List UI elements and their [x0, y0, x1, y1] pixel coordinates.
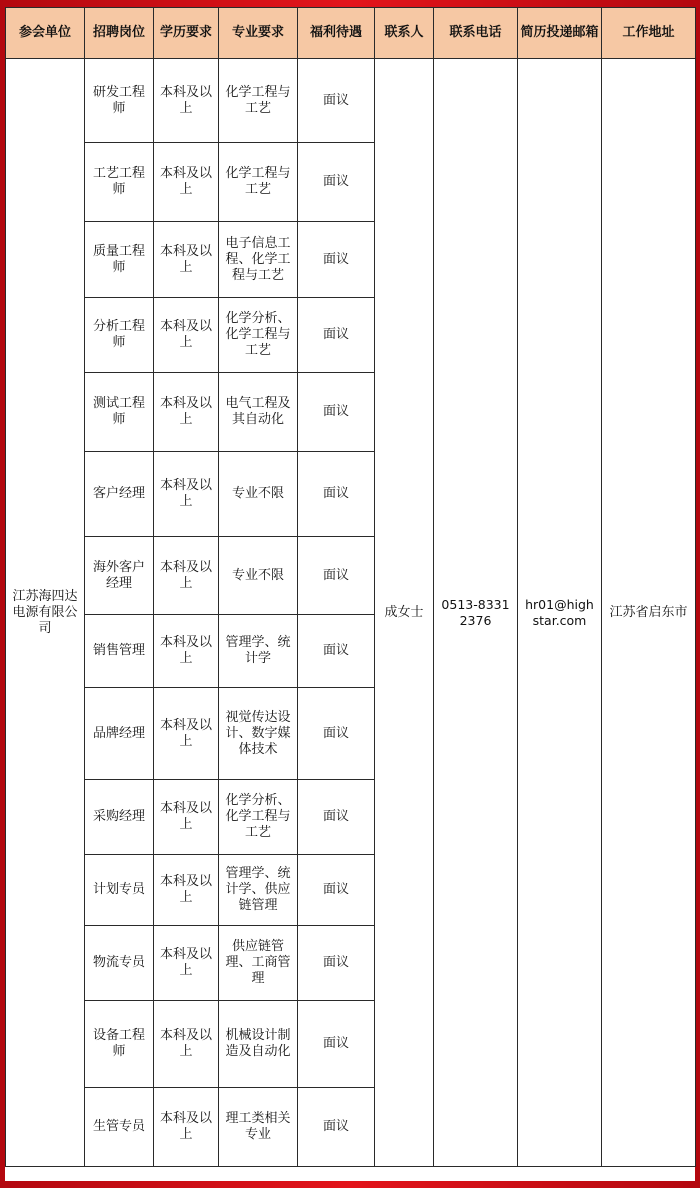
education-cell: 本科及以上: [154, 1001, 219, 1088]
education-cell: 本科及以上: [154, 59, 219, 143]
benefits-cell: 面议: [298, 780, 375, 855]
email-cell: hr01@highstar.com: [518, 59, 602, 1167]
major-cell: 视觉传达设计、数字媒体技术: [219, 688, 298, 780]
benefits-cell: 面议: [298, 1088, 375, 1167]
table-row: [6, 59, 696, 143]
benefits-cell: 面议: [298, 688, 375, 780]
position-cell: 生管专员: [85, 1088, 154, 1167]
benefits-cell: 面议: [298, 222, 375, 298]
major-cell: 机械设计制造及自动化: [219, 1001, 298, 1088]
benefits-cell: 面议: [298, 855, 375, 926]
education-cell: 本科及以上: [154, 1088, 219, 1167]
education-cell: 本科及以上: [154, 222, 219, 298]
position-cell: 计划专员: [85, 855, 154, 926]
position-cell: 采购经理: [85, 780, 154, 855]
benefits-cell: 面议: [298, 143, 375, 222]
education-cell: 本科及以上: [154, 926, 219, 1001]
benefits-cell: 面议: [298, 373, 375, 452]
education-cell: 本科及以上: [154, 615, 219, 688]
education-cell: 本科及以上: [154, 780, 219, 855]
phone-cell: 0513-83312376: [434, 59, 518, 1167]
major-cell: 理工类相关专业: [219, 1088, 298, 1167]
benefits-cell: 面议: [298, 298, 375, 373]
major-cell: 化学工程与工艺: [219, 143, 298, 222]
position-cell: 客户经理: [85, 452, 154, 537]
header-contact: 联系人: [375, 8, 434, 59]
major-cell: 供应链管理、工商管理: [219, 926, 298, 1001]
education-cell: 本科及以上: [154, 537, 219, 615]
education-cell: 本科及以上: [154, 855, 219, 926]
major-cell: 管理学、统计学: [219, 615, 298, 688]
position-cell: 物流专员: [85, 926, 154, 1001]
benefits-cell: 面议: [298, 537, 375, 615]
major-cell: 化学分析、化学工程与工艺: [219, 780, 298, 855]
major-cell: 专业不限: [219, 452, 298, 537]
header-phone: 联系电话: [434, 8, 518, 59]
header-company: 参会单位: [6, 8, 85, 59]
major-cell: 管理学、统计学、供应链管理: [219, 855, 298, 926]
position-cell: 工艺工程师: [85, 143, 154, 222]
benefits-cell: 面议: [298, 452, 375, 537]
education-cell: 本科及以上: [154, 452, 219, 537]
major-cell: 电子信息工程、化学工程与工艺: [219, 222, 298, 298]
benefits-cell: 面议: [298, 615, 375, 688]
header-address: 工作地址: [602, 8, 696, 59]
position-cell: 测试工程师: [85, 373, 154, 452]
major-cell: 电气工程及其自动化: [219, 373, 298, 452]
major-cell: 化学分析、化学工程与工艺: [219, 298, 298, 373]
contact-cell: 成女士: [375, 59, 434, 1167]
position-cell: 设备工程师: [85, 1001, 154, 1088]
education-cell: 本科及以上: [154, 143, 219, 222]
table-header-row: [6, 8, 696, 59]
benefits-cell: 面议: [298, 59, 375, 143]
education-cell: 本科及以上: [154, 688, 219, 780]
recruitment-table: [5, 7, 696, 1167]
company-cell: 江苏海四达电源有限公司: [6, 59, 85, 1167]
header-benefits: 福利待遇: [298, 8, 375, 59]
header-position: 招聘岗位: [85, 8, 154, 59]
education-cell: 本科及以上: [154, 373, 219, 452]
position-cell: 研发工程师: [85, 59, 154, 143]
position-cell: 品牌经理: [85, 688, 154, 780]
benefits-cell: 面议: [298, 1001, 375, 1088]
table-body: [6, 59, 696, 1167]
address-cell: 江苏省启东市: [602, 59, 696, 1167]
position-cell: 海外客户经理: [85, 537, 154, 615]
header-education: 学历要求: [154, 8, 219, 59]
major-cell: 专业不限: [219, 537, 298, 615]
position-cell: 质量工程师: [85, 222, 154, 298]
major-cell: 化学工程与工艺: [219, 59, 298, 143]
benefits-cell: 面议: [298, 926, 375, 1001]
education-cell: 本科及以上: [154, 298, 219, 373]
header-email: 简历投递邮箱: [518, 8, 602, 59]
position-cell: 分析工程师: [85, 298, 154, 373]
recruitment-table-sheet: [5, 7, 695, 1181]
position-cell: 销售管理: [85, 615, 154, 688]
header-major: 专业要求: [219, 8, 298, 59]
